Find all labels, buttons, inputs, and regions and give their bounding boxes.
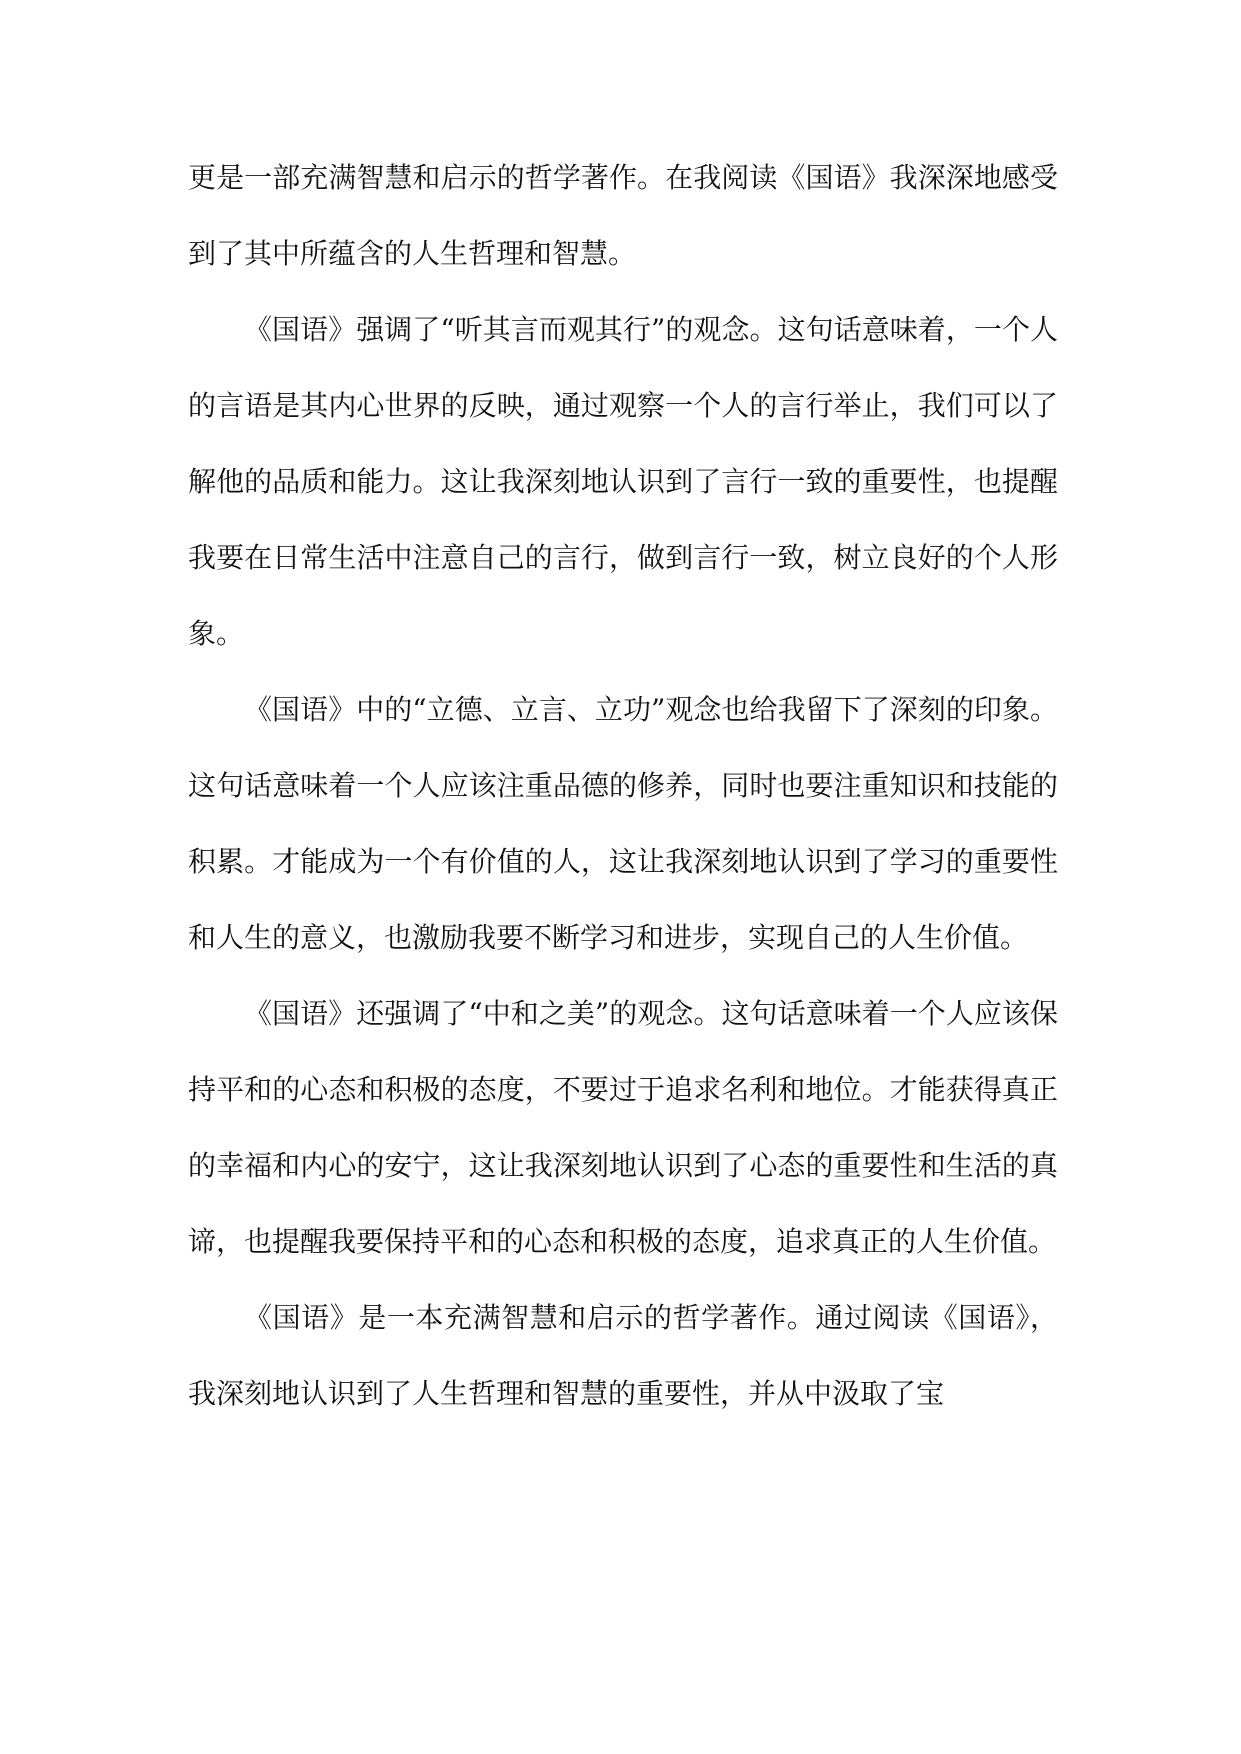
paragraph-conclusion: 《国语》是一本充满智慧和启示的哲学著作。通过阅读《国语》，我深刻地认识到了人生哲理和智慧的重要性，并从中汲取了宝 bbox=[188, 1301, 1058, 1410]
paragraph-continuation: 更是一部充满智慧和启示的哲学著作。在我阅读《国语》我深深地感受到了其中所蕴含的人生哲理和智慧。 bbox=[188, 161, 1058, 270]
paragraph-virtue-speech-merit: 《国语》中的“立德、立言、立功”观念也给我留下了深刻的印象。这句话意味着一个人应该注重品德的修养，同时也要注重知识和技能的积累。才能成为一个有价值的人，这让我深刻地认识到了学习的重要性和人生的意义，也激励我要不断学习和进步，实现自己的人生价值。 bbox=[188, 693, 1058, 954]
paragraph-words-and-deeds: 《国语》强调了“听其言而观其行”的观念。这句话意味着，一个人的言语是其内心世界的反映，通过观察一个人的言行举止，我们可以了解他的品质和能力。这让我深刻地认识到了言行一致的重要性，也提醒我要在日常生活中注意自己的言行，做到言行一致，树立良好的个人形象。 bbox=[188, 313, 1058, 650]
document-body bbox=[188, 140, 1058, 1432]
paragraph-harmony: 《国语》还强调了“中和之美”的观念。这句话意味着一个人应该保持平和的心态和积极的态度，不要过于追求名利和地位。才能获得真正的幸福和内心的安宁，这让我深刻地认识到了心态的重要性和生活的真谛，也提醒我要保持平和的心态和积极的态度，追求真正的人生价值。 bbox=[188, 997, 1058, 1258]
